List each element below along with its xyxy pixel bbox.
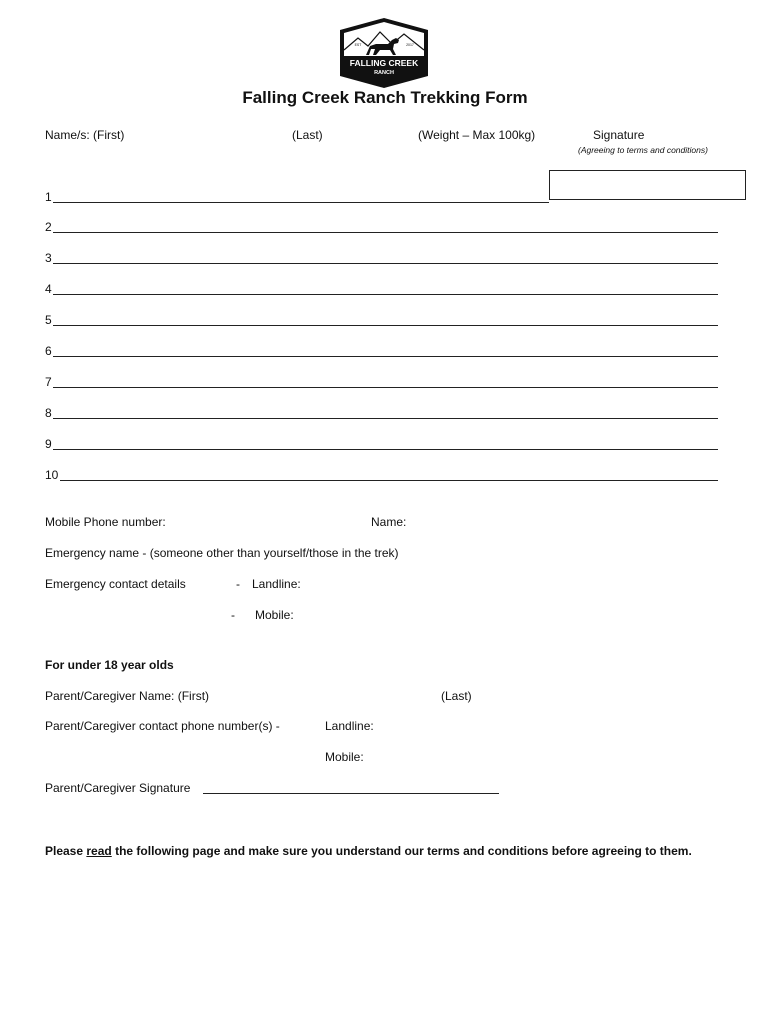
signature-header: Signature (593, 128, 645, 142)
form-title: Falling Creek Ranch Trekking Form (242, 88, 528, 107)
row-line[interactable] (53, 418, 718, 419)
footer-before: Please (45, 844, 87, 858)
footer-notice (45, 844, 692, 858)
weight-header: (Weight – Max 100kg) (418, 128, 536, 142)
row-number: 3 (45, 251, 52, 265)
svg-text:2017: 2017 (406, 43, 414, 47)
row-line[interactable] (53, 232, 718, 233)
landline-label: Landline: (252, 577, 301, 591)
participant-row[interactable] (45, 218, 718, 234)
row-line[interactable] (53, 387, 718, 388)
svg-text:FALLING CREEK: FALLING CREEK (349, 58, 419, 68)
row-number: 5 (45, 313, 52, 327)
emergency-contact-label: Emergency contact details (45, 577, 186, 591)
row-line[interactable] (53, 356, 718, 357)
row-line[interactable] (53, 325, 718, 326)
row-number: 1 (45, 190, 52, 204)
dash: - (231, 608, 235, 622)
row-line[interactable] (53, 294, 718, 295)
row-number: 7 (45, 375, 52, 389)
participant-row[interactable] (45, 404, 718, 420)
parent-landline-label: Landline: (325, 719, 374, 733)
mobile-phone-label: Mobile Phone number: (45, 515, 166, 529)
participant-row[interactable] (45, 466, 718, 482)
under18-heading: For under 18 year olds (45, 658, 174, 672)
row-line[interactable] (60, 480, 718, 481)
name-label: Name: (371, 515, 407, 529)
parent-last-label: (Last) (441, 689, 472, 703)
row-number: 4 (45, 282, 52, 296)
participant-row[interactable] (45, 373, 718, 389)
row-number: 10 (45, 468, 59, 482)
participant-row[interactable] (45, 435, 718, 451)
participant-row[interactable] (45, 311, 718, 327)
row-line[interactable] (53, 449, 718, 450)
emergency-name-label: Emergency name - (someone other than yourself/those in the trek) (45, 546, 399, 560)
parent-mobile-label: Mobile: (325, 750, 364, 764)
footer-read: read (86, 844, 112, 858)
parent-name-label: Parent/Caregiver Name: (First) (45, 689, 210, 703)
row-number: 8 (45, 406, 52, 420)
signature-box[interactable] (549, 170, 746, 200)
row-line[interactable] (53, 202, 549, 203)
participant-row[interactable] (45, 188, 550, 204)
participant-row[interactable] (45, 280, 718, 296)
participant-row[interactable] (45, 249, 718, 265)
ranch-logo (336, 16, 432, 90)
mobile-label: Mobile: (255, 608, 294, 622)
row-line[interactable] (53, 263, 718, 264)
svg-text:RANCH: RANCH (374, 70, 394, 76)
dash: - (236, 577, 240, 591)
row-number: 6 (45, 344, 52, 358)
footer-after: the following page and make sure you understand our terms and conditions before agreeing to them. (111, 844, 692, 858)
parent-phone-label: Parent/Caregiver contact phone number(s) - (45, 719, 280, 733)
parent-signature-line[interactable] (203, 793, 499, 794)
row-number: 2 (45, 220, 52, 234)
participant-row[interactable] (45, 342, 718, 358)
signature-note: (Agreeing to terms and conditions) (578, 145, 708, 155)
parent-signature-label: Parent/Caregiver Signature (45, 781, 191, 795)
svg-text:EST: EST (354, 43, 362, 47)
horse-icon (336, 16, 432, 90)
names-first-header: Name/s: (First) (45, 128, 125, 142)
last-header: (Last) (292, 128, 323, 142)
row-number: 9 (45, 437, 52, 451)
